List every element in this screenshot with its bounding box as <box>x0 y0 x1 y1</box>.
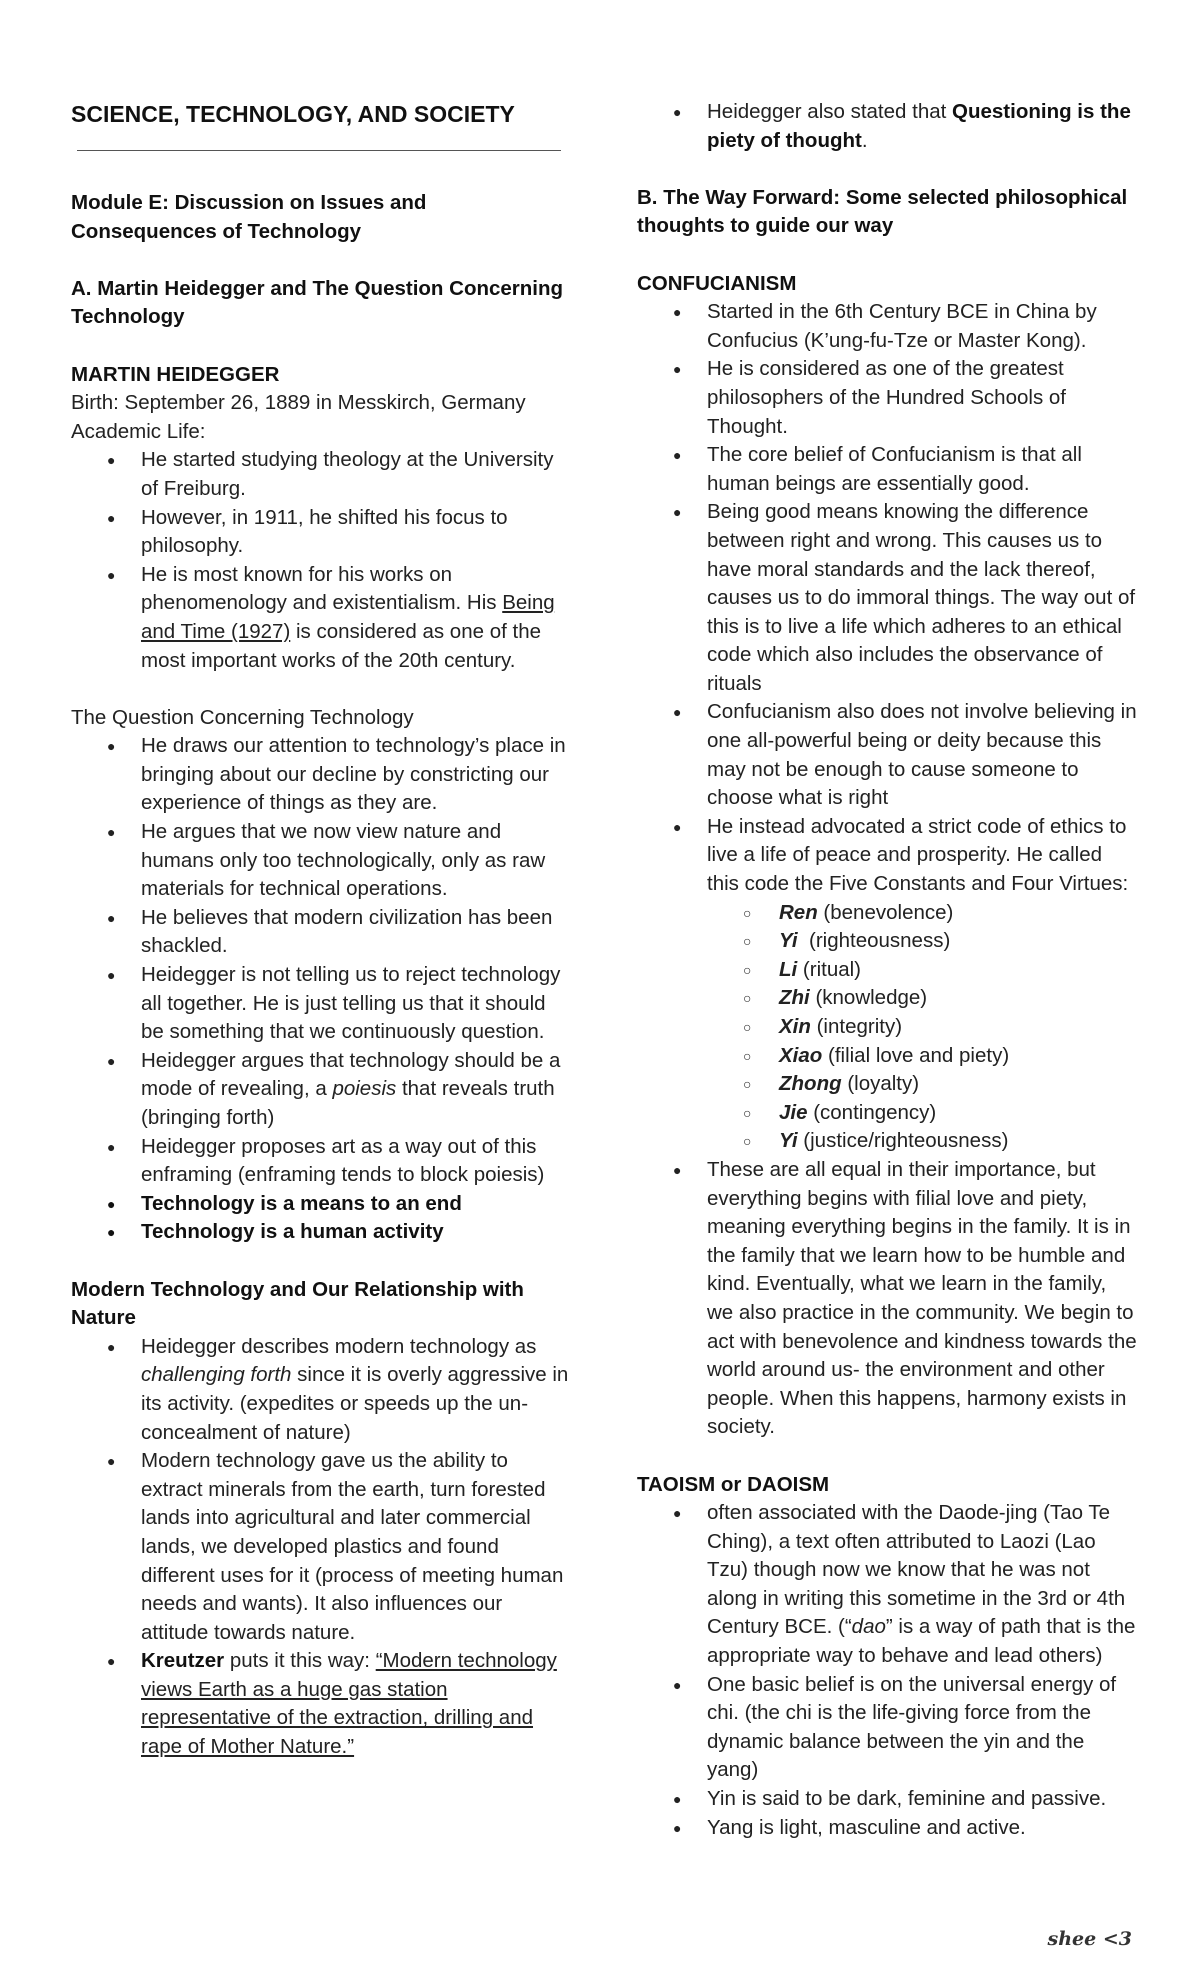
list-item: ● Technology is a means to an end <box>71 1190 571 1219</box>
document-title: SCIENCE, TECHNOLOGY, AND SOCIETY <box>71 101 515 127</box>
virtue-item <box>707 899 1137 928</box>
item-text: Heidegger describes modern technology as <box>141 1334 537 1358</box>
item-text: . <box>861 128 868 152</box>
item-text: He is most known for his works on phenomenology and existentialism. His <box>141 562 503 615</box>
item-text: that reveals truth (bringing forth) <box>141 1077 555 1129</box>
list-item: ● However, in 1911, he shifted his focus to philosophy. <box>71 504 571 561</box>
item-text: He instead advocated a strict code of ethics to live a life of peace and prosperity. He called this code the Five Constants and Four Virtues: <box>707 814 1129 896</box>
virtue-term: Zhi <box>779 986 810 1010</box>
kreutzer-name: Kreutzer <box>141 1649 225 1673</box>
list-item: ● Technology is a human activity <box>71 1218 571 1247</box>
virtue-desc: (ritual) <box>797 957 862 981</box>
confucianism-heading: CONFUCIANISM <box>637 271 797 295</box>
list-item <box>637 813 1137 1156</box>
list-item: ● Started in the 6th Century BCE in China by Confucius (K’ung-fu-Tze or Master Kong). <box>637 298 1137 355</box>
item-text: Heidegger also stated that <box>707 100 953 123</box>
virtue-desc: (loyalty) <box>841 1072 920 1096</box>
author-signature: shee <3 <box>1047 1928 1132 1950</box>
list-item: ● He started studying theology at the University of Freiburg. <box>71 446 571 503</box>
virtue-desc: (benevolence) <box>817 900 954 924</box>
virtue-item <box>707 1070 1137 1099</box>
left-column <box>71 98 571 1762</box>
virtue-item <box>707 927 1137 956</box>
item-text: ” is a way of path that is the appropriate way to behave and lead others) <box>707 1615 1136 1668</box>
list-item <box>71 1047 571 1133</box>
list-item <box>637 98 1137 155</box>
confucianism-list <box>637 298 1137 1442</box>
list-item: ● Yin is said to be dark, feminine and passive. <box>637 1785 1137 1814</box>
challenging-forth-term: challenging forth <box>141 1363 292 1387</box>
kreutzer-quote-link[interactable]: “Modern technology views Earth as a huge gas station representative of the extraction, drilling and rape of Mother Nature.” <box>141 1649 557 1759</box>
item-text: often associated with the Daode-jing (Tao Te Ching), a text often attributed to Laozi (Lao Tzu) though now we know that he was not along in writing this sometime in the 3rd or 4th Century BCE. (“ <box>707 1501 1126 1639</box>
virtue-desc: (righteousness) <box>797 929 951 953</box>
list-item: ● These are all equal in their importance, but everything begins with filial love and piety, meaning everything begins in the family. It is in the family that we learn how to be humble and kind. Eventually, what we learn in the family, we also practice in the community. We begin to act with benevolence and kindness towards the world around us- the environment and other people. When this happens, harmony exists in society. <box>637 1156 1137 1442</box>
list-item: ● Confucianism also does not involve believing in one all-powerful being or deity because this may not be enough to cause someone to choose what is right <box>637 698 1137 812</box>
item-text: is considered as one of the most important works of the 20th century. <box>141 619 541 672</box>
virtue-term: Ren <box>779 900 818 924</box>
being-and-time-link[interactable]: Being and Time (1927) <box>141 591 555 643</box>
list-item: ● He believes that modern civilization has been shackled. <box>71 904 571 961</box>
list-item: ● Modern technology gave us the ability to extract minerals from the earth, turn forested lands into agricultural and later commercial lands, we developed plastics and found different uses for it (process of meeting human needs and wants). It also influences our attitude towards nature. <box>71 1447 571 1647</box>
list-item <box>71 561 571 675</box>
virtue-item <box>707 1013 1137 1042</box>
virtue-term: Zhong <box>779 1072 842 1096</box>
academic-life-list <box>71 446 571 675</box>
heidegger-continued-list <box>637 98 1137 155</box>
modern-technology-list <box>71 1333 571 1762</box>
heidegger-birth: Birth: September 26, 1889 in Messkirch, Germany <box>71 391 526 415</box>
list-item: ● He draws our attention to technology’s place in bringing about our decline by constricting our experience of things as they are. <box>71 732 571 818</box>
virtue-term: Xin <box>779 1015 811 1038</box>
virtue-desc: (knowledge) <box>809 986 928 1010</box>
list-item: ● He argues that we now view nature and humans only too technologically, only as raw materials for technical operations. <box>71 818 571 904</box>
poiesis-term: poiesis <box>332 1077 397 1101</box>
item-text: Heidegger argues that technology should be a mode of revealing, a <box>141 1048 561 1101</box>
virtue-desc: (integrity) <box>810 1015 903 1038</box>
virtue-term: Yi <box>779 1129 798 1153</box>
right-column <box>637 98 1137 1842</box>
list-item: ● One basic belief is on the universal energy of chi. (the chi is the life-giving force from the dynamic balance between the yin and the yang) <box>637 1671 1137 1785</box>
virtue-item <box>707 984 1137 1013</box>
modern-technology-heading: Modern Technology and Our Relationship with Nature <box>71 1277 524 1330</box>
dao-term: dao <box>851 1615 886 1639</box>
item-text: puts it this way: <box>224 1649 376 1673</box>
list-item: ● Heidegger is not telling us to reject technology all together. He is just telling us that it should be something that we continuously question. <box>71 961 571 1047</box>
virtue-term: Yi <box>779 929 798 953</box>
question-heading: The Question Concerning Technology <box>71 705 414 729</box>
taoism-list <box>637 1499 1137 1842</box>
virtue-desc: (filial love and piety) <box>822 1043 1010 1067</box>
list-item <box>637 1499 1137 1671</box>
item-text: since it is overly aggressive in its activity. (expedites or speeds up the un-concealment of nature) <box>141 1363 569 1444</box>
virtue-item <box>707 956 1137 985</box>
virtue-desc: (contingency) <box>807 1100 937 1124</box>
list-item: ● Yang is light, masculine and active. <box>637 1814 1137 1843</box>
section-a-heading: A. Martin Heidegger and The Question Concerning Technology <box>71 276 564 329</box>
virtue-term: Li <box>779 957 798 981</box>
heidegger-name: MARTIN HEIDEGGER <box>71 362 280 386</box>
virtues-list <box>707 899 1137 1156</box>
virtue-term: Jie <box>779 1100 808 1124</box>
list-item: ● Being good means knowing the difference between right and wrong. This causes us to have moral standards and the lack thereof, causes us to do immoral things. The way out of this is to live a life which adheres to an ethical code which also includes the observance of rituals <box>637 498 1137 698</box>
section-b-heading: B. The Way Forward: Some selected philosophical thoughts to guide our way <box>637 185 1128 238</box>
virtue-desc: (justice/righteousness) <box>797 1129 1009 1153</box>
list-item <box>71 1333 571 1447</box>
list-item <box>71 1647 571 1761</box>
taoism-heading: TAOISM or DAOISM <box>637 1472 830 1496</box>
list-item: ● He is considered as one of the greatest philosophers of the Hundred Schools of Thought. <box>637 355 1137 441</box>
virtue-term: Xiao <box>779 1043 823 1067</box>
question-list <box>71 732 571 1247</box>
list-item: ● Heidegger proposes art as a way out of this enframing (enframing tends to block poiesis) <box>71 1133 571 1190</box>
module-heading: Module E: Discussion on Issues and Consequences of Technology <box>71 191 427 243</box>
questioning-quote: Questioning is the piety of thought <box>707 100 1131 152</box>
list-item: ● The core belief of Confucianism is that all human beings are essentially good. <box>637 441 1137 498</box>
virtue-item <box>707 1042 1137 1071</box>
academic-life-label: Academic Life: <box>71 419 206 443</box>
virtue-item <box>707 1099 1137 1128</box>
virtue-item <box>707 1127 1137 1156</box>
